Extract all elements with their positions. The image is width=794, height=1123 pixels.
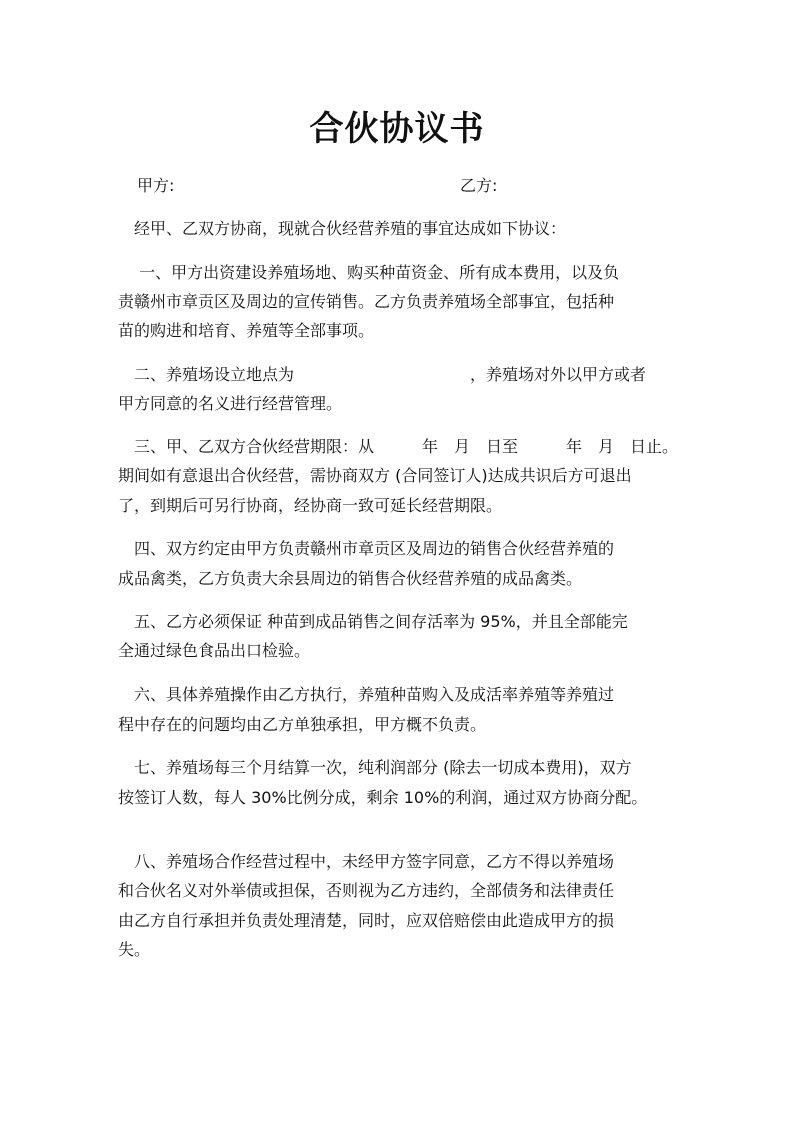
document-title: 合伙协议书 <box>309 109 485 149</box>
clause-3-line-1: 三、甲、乙双方合伙经营期限：从 年 月 日至 年 月 日止。 <box>118 437 679 456</box>
clause-1-line-3: 苗的购进和培育、养殖等全部事项。 <box>118 321 375 340</box>
clause-1-line-2: 责赣州市章贡区及周边的宣传销售。乙方负责养殖场全部事宜，包括种 <box>118 292 615 311</box>
clause-1-line-1: 一、甲方出资建设养殖场地、购买种苗资金、所有成本费用，以及负 <box>118 263 620 282</box>
clause-5-line-1: 五、乙方必须保证 种苗到成品销售之间存活率为 95%，并且全部能完 <box>118 612 628 631</box>
clause-6-line-2: 程中存在的问题均由乙方单独承担，甲方概不负责。 <box>118 715 487 734</box>
party-a-label: 甲方: <box>137 176 175 195</box>
clause-8-line-4: 失。 <box>118 940 151 959</box>
clause-7-line-2: 按签订人数，每人 30%比例分成，剩余 10%的利润，通过双方协商分配。 <box>118 788 648 807</box>
clause-8-line-2: 和合伙名义对外举债或担保，否则视为乙方违约，全部债务和法律责任 <box>118 881 615 900</box>
clause-8-line-3: 由乙方自行承担并负责处理清楚，同时，应双倍赔偿由此造成甲方的损 <box>118 911 615 930</box>
clause-3-line-3: 了，到期后可另行协商，经协商一致可延长经营期限。 <box>118 496 503 515</box>
clause-6-line-1: 六、具体养殖操作由乙方执行，养殖种苗购入及成活率养殖等养殖过 <box>118 685 615 704</box>
clause-7-line-1: 七、养殖场每三个月结算一次，纯利润部分 (除去一切成本费用)，双方 <box>118 758 632 777</box>
clause-5-line-2: 全通过绿色食品出口检验。 <box>118 641 311 660</box>
clause-4-line-2: 成品禽类，乙方负责大余县周边的销售合伙经营养殖的成品禽类。 <box>118 569 583 588</box>
intro-line: 经甲、乙双方协商，现就合伙经营养殖的事宜达成如下协议： <box>118 219 567 238</box>
party-b-label: 乙方: <box>460 176 498 195</box>
clause-3-line-2: 期间如有意退出合伙经营，需协商双方 (合同签订人)达成共识后方可退出 <box>118 466 632 485</box>
clause-4-line-1: 四、双方约定由甲方负责赣州市章贡区及周边的销售合伙经营养殖的 <box>118 539 615 558</box>
clause-2-line-2: 甲方同意的名义进行经营管理。 <box>118 394 343 413</box>
clause-8-line-1: 八、养殖场合作经营过程中，未经甲方签字同意，乙方不得以养殖场 <box>118 852 615 871</box>
clause-2-line-1: 二、养殖场设立地点为 ，养殖场对外以甲方或者 <box>118 365 647 384</box>
